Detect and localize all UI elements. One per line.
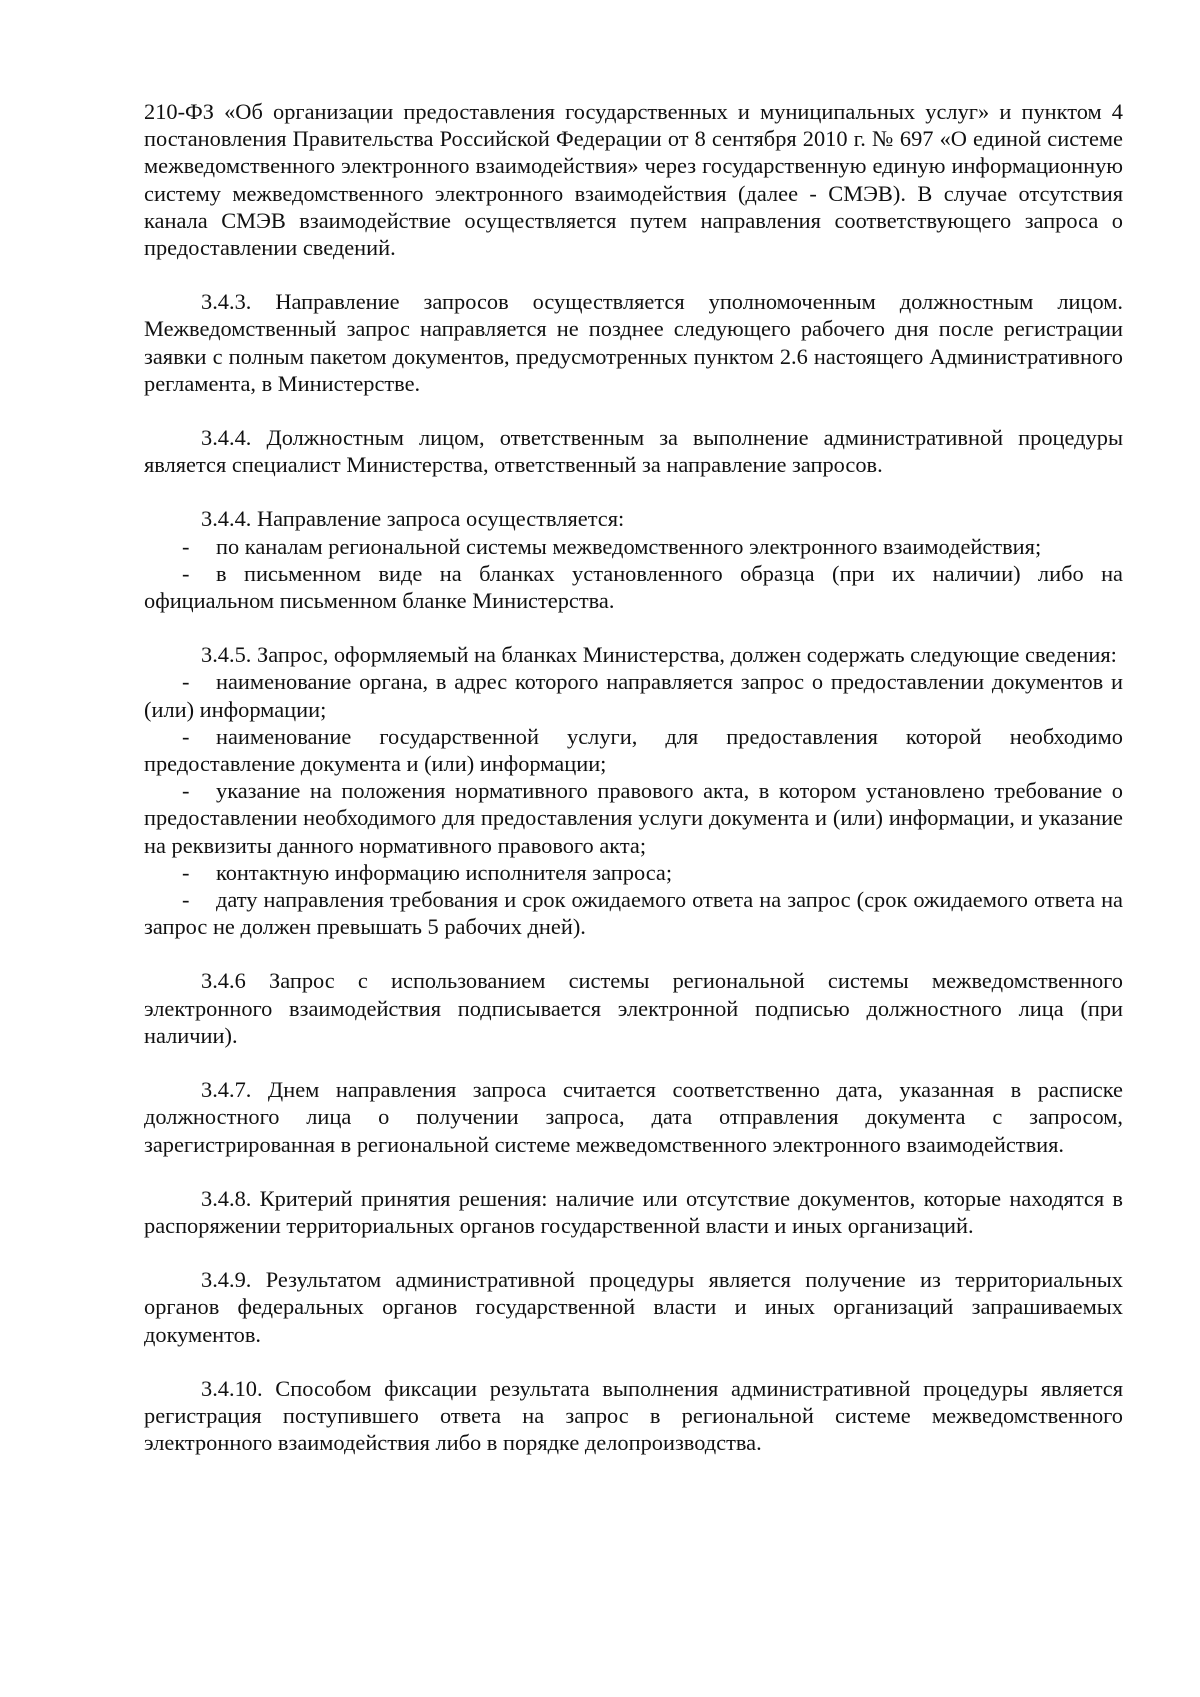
paragraph-3-4-3: 3.4.3. Направление запросов осуществляется уполномоченным должностным лицом. Межведомственный запрос направляется не позднее следующего рабочего дня после регистрации заявки с полным пакетом документов, предусмотренных пунктом 2.6 настоящего Административного регламента, в Министерстве.	[144, 289, 1123, 396]
list-item: - по каналам региональной системы межведомственного электронного взаимодействия;	[182, 533, 1042, 559]
paragraph-3-4-5: 3.4.5. Запрос, оформляемый на бланках Министерства, должен содержать следующие сведения:	[201, 642, 1117, 668]
paragraph-3-4-9: 3.4.9. Результатом административной процедуры является получение из территориальных органов федеральных органов государственной власти и иных организаций запрашиваемых документов.	[144, 1267, 1123, 1347]
paragraph-3-4-8: 3.4.8. Критерий принятия решения: наличие или отсутствие документов, которые находятся в распоряжении территориальных органов государственной власти и иных организаций.	[144, 1185, 1123, 1238]
list-item: - контактную информацию исполнителя запроса;	[182, 859, 673, 885]
bullet-dash: -	[182, 669, 190, 695]
bullet-dash: -	[182, 723, 190, 749]
bullet-dash: -	[182, 859, 190, 885]
bullet-dash: -	[182, 533, 190, 559]
paragraph-3-4-4-method: 3.4.4. Направление запроса осуществляется:	[201, 506, 625, 532]
list-item: - дату направления требования и срок ожидаемого ответа на запрос (срок ожидаемого ответа на запрос не должен превышать 5 рабочих дней).	[144, 887, 1123, 940]
request-method-list	[144, 533, 1123, 615]
bullet-dash: -	[182, 887, 190, 913]
bullet-dash: -	[182, 778, 190, 804]
bullet-dash: -	[182, 560, 190, 586]
paragraph-3-4-10: 3.4.10. Способом фиксации результата выполнения административной процедуры является регистрация поступившего ответа на запрос в региональной системе межведомственного электронного взаимодействия либо в порядке делопроизводства.	[144, 1375, 1123, 1456]
list-item: - наименование государственной услуги, для предоставления которой необходимо предоставление документа и (или) информации;	[144, 723, 1123, 777]
intro-paragraph: 210-ФЗ «Об организации предоставления государственных и муниципальных услуг» и пунктом 4 постановления Правительства Российской Федерации от 8 сентября 2010 г. № 697 «О единой системе межведомственного электронного взаимодействия» через государственную единую информационную систему межведомственного электронного взаимодействия (далее - СМЭВ). В случае отсутствия канала СМЭВ взаимодействие осуществляется путем направления соответствующего запроса о предоставлении сведений.	[144, 99, 1123, 261]
list-item: - наименование органа, в адрес которого направляется запрос о предоставлении документов и (или) информации;	[144, 669, 1123, 722]
paragraph-3-4-6: 3.4.6 Запрос с использованием системы региональной системы межведомственного электронного взаимодействия подписывается электронной подписью должностного лица (при наличии).	[144, 968, 1123, 1048]
list-item: - указание на положения нормативного правового акта, в котором установлено требование о предоставлении необходимого для предоставления услуги документа и (или) информации, и указание на реквизиты данного нормативного правового акта;	[144, 778, 1123, 858]
paragraph-3-4-4-responsible: 3.4.4. Должностным лицом, ответственным за выполнение административной процедуры является специалист Министерства, ответственный за направление запросов.	[144, 425, 1123, 478]
paragraph-3-4-7: 3.4.7. Днем направления запроса считается соответственно дата, указанная в расписке должностного лица о получении запроса, дата отправления документа с запросом, зарегистрированная в региональной системе межведомственного электронного взаимодействия.	[144, 1077, 1123, 1157]
document-page	[144, 98, 1123, 1456]
request-content-list	[144, 668, 1123, 940]
list-item: - в письменном виде на бланках установленного образца (при их наличии) либо на официальном письменном бланке Министерства.	[144, 560, 1123, 614]
